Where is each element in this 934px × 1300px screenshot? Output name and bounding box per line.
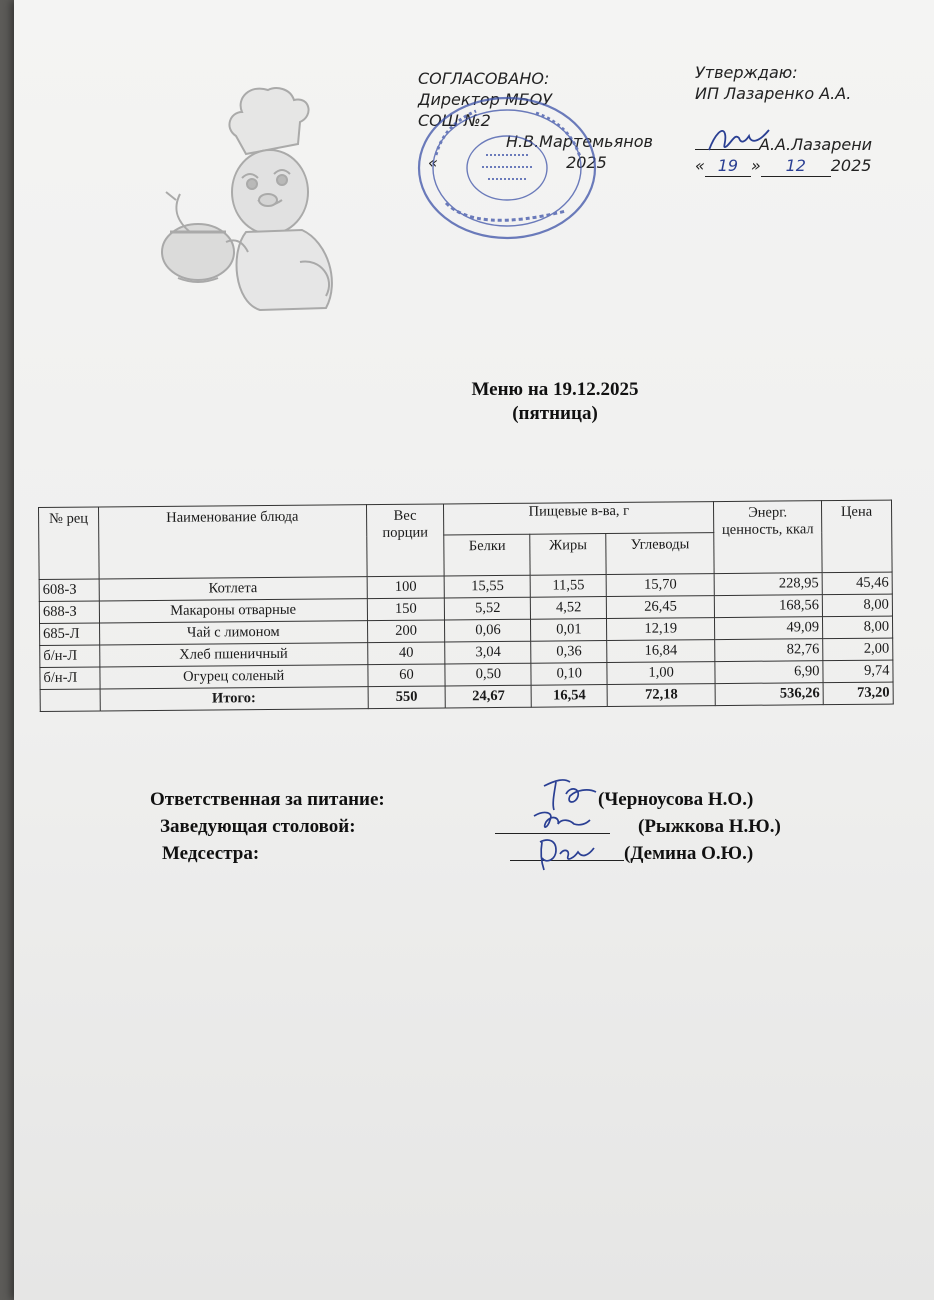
row-recipe-number: б/н-Л <box>40 645 100 668</box>
approval-approved-day: 19 <box>705 155 751 177</box>
staff-role: Ответственная за питание: <box>150 789 385 810</box>
row-fat: 0,10 <box>531 663 607 686</box>
row-recipe-number: 608-З <box>39 579 99 602</box>
row-weight: 100 <box>367 576 445 599</box>
row-dish-name: Макароны отварные <box>99 599 367 623</box>
total-protein: 24,67 <box>446 685 532 708</box>
staff-name: (Черноусова Н.О.) <box>598 789 754 810</box>
staff-role: Заведующая столовой: <box>160 816 356 837</box>
header-nutrients-group: Пищевые в-ва, г <box>444 502 714 535</box>
menu-table <box>38 500 894 712</box>
chef-illustration <box>150 82 350 317</box>
menu-title-date: Меню на 19.12.2025 <box>471 379 639 400</box>
row-protein: 0,06 <box>445 619 531 642</box>
approval-agreed-name: Н.В.Мартемьянов <box>506 132 653 151</box>
menu-title <box>0 378 934 426</box>
signature-nurse <box>534 834 598 874</box>
header-portion-weight: Вес порции <box>366 504 445 577</box>
row-weight: 200 <box>367 620 445 643</box>
total-weight: 550 <box>368 686 446 709</box>
row-energy: 6,90 <box>715 661 823 684</box>
approval-approved-year: 2025 <box>830 156 872 175</box>
row-protein: 15,55 <box>445 575 531 598</box>
header-carbs: Углеводы <box>606 533 714 575</box>
row-fat: 0,01 <box>531 619 607 642</box>
row-price: 2,00 <box>823 638 893 661</box>
approval-agreed-position: Директор МБОУ <box>418 90 553 109</box>
approval-approved-date-line <box>695 155 930 177</box>
row-price: 8,00 <box>822 594 892 617</box>
row-dish-name: Чай с лимоном <box>99 621 367 645</box>
menu-title-weekday: (пятница) <box>512 403 598 424</box>
row-carbs: 16,84 <box>607 640 715 663</box>
row-fat: 0,36 <box>531 641 607 664</box>
approval-agreed-quote: « <box>428 153 438 172</box>
header-energy: Энерг. ценность, ккал <box>714 501 823 574</box>
signature-approver <box>705 120 775 156</box>
total-price: 73,20 <box>823 682 893 705</box>
row-price: 8,00 <box>823 616 893 639</box>
approval-approved-by: ИП Лазаренко А.А. <box>695 84 852 103</box>
row-carbs: 26,45 <box>607 596 715 619</box>
row-carbs: 12,19 <box>607 618 715 641</box>
approval-agreed-heading: СОГЛАСОВАНО: <box>418 69 550 88</box>
row-weight: 40 <box>367 642 445 665</box>
header-protein: Белки <box>444 534 530 576</box>
row-energy: 168,56 <box>714 595 822 618</box>
row-weight: 60 <box>367 664 445 687</box>
row-energy: 82,76 <box>715 639 823 662</box>
approval-approved-quote-open: « <box>695 156 705 175</box>
row-energy: 228,95 <box>714 573 822 596</box>
header-dish-name: Наименование блюда <box>98 505 366 579</box>
row-protein: 3,04 <box>445 641 531 664</box>
staff-name: (Демина О.Ю.) <box>624 843 754 864</box>
row-dish-name: Котлета <box>99 577 367 601</box>
approval-agreed-year: 2025 <box>566 153 607 172</box>
row-fat: 4,52 <box>531 597 607 620</box>
staff-role: Медсестра: <box>162 843 260 864</box>
row-price: 45,46 <box>822 572 892 595</box>
approval-approved-name: А.А.Лазарени <box>759 135 873 154</box>
school-stamp <box>416 95 598 241</box>
row-carbs: 1,00 <box>607 662 715 685</box>
signature-canteen <box>530 806 594 836</box>
total-label: Итого: <box>100 687 368 711</box>
header-recipe-number: № рец <box>39 507 100 580</box>
row-dish-name: Хлеб пшеничный <box>100 643 368 667</box>
row-protein: 5,52 <box>445 597 531 620</box>
header-fat: Жиры <box>530 534 606 576</box>
row-protein: 0,50 <box>445 663 531 686</box>
row-energy: 49,09 <box>715 617 823 640</box>
row-weight: 150 <box>367 598 445 621</box>
total-carbs: 72,18 <box>607 684 715 707</box>
row-recipe-number: б/н-Л <box>40 667 100 690</box>
row-fat: 11,55 <box>530 575 606 598</box>
row-recipe-number: 688-З <box>39 601 99 624</box>
approval-agreed-school: СОШ №2 <box>418 111 491 130</box>
total-fat: 16,54 <box>531 685 607 708</box>
staff-name: (Рыжкова Н.Ю.) <box>638 816 781 837</box>
row-price: 9,74 <box>823 660 893 683</box>
total-empty-cell <box>40 689 100 712</box>
approval-approved-month: 12 <box>761 155 831 177</box>
approval-approved-heading: Утверждаю: <box>695 63 798 82</box>
row-carbs: 15,70 <box>606 574 714 597</box>
header-price: Цена <box>822 500 893 573</box>
total-energy: 536,26 <box>715 683 823 706</box>
row-dish-name: Огурец соленый <box>100 665 368 689</box>
approval-approved-quote-close: » <box>750 156 761 175</box>
row-recipe-number: 685-Л <box>40 623 100 646</box>
